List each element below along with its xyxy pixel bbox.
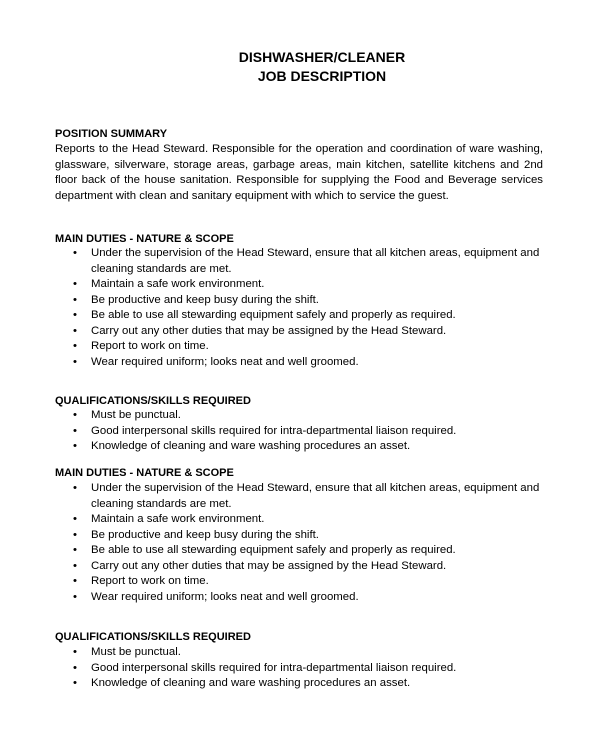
list-item: • Be productive and keep busy during the shift. [55, 528, 545, 544]
qualifications-list [55, 645, 545, 692]
qualifications-list [55, 408, 545, 455]
qualifications-heading: QUALIFICATIONS/SKILLS REQUIRED [55, 631, 251, 643]
list-item: • Good interpersonal skills required for intra-departmental liaison required. [55, 661, 545, 677]
list-item: • Be able to use all stewarding equipment safely and properly as required. [55, 308, 545, 324]
main-duties-heading: MAIN DUTIES - NATURE & SCOPE [55, 233, 234, 245]
main-duties-heading: MAIN DUTIES - NATURE & SCOPE [55, 467, 234, 479]
position-summary-heading: POSITION SUMMARY [55, 128, 168, 140]
list-item: • Wear required uniform; looks neat and well groomed. [55, 590, 545, 606]
list-item: • Under the supervision of the Head Steward, ensure that all kitchen areas, equipment and cleaning standards are met. [55, 481, 545, 512]
document-subtitle: JOB DESCRIPTION [257, 68, 387, 84]
list-item: • Knowledge of cleaning and ware washing procedures an asset. [55, 439, 545, 455]
list-item: • Maintain a safe work environment. [55, 277, 545, 293]
list-item: • Must be punctual. [55, 645, 545, 661]
list-item: • Carry out any other duties that may be assigned by the Head Steward. [55, 324, 545, 340]
list-item: • Report to work on time. [55, 339, 545, 355]
list-item: • Maintain a safe work environment. [55, 512, 545, 528]
list-item: • Good interpersonal skills required for intra-departmental liaison required. [55, 424, 545, 440]
list-item: • Report to work on time. [55, 574, 545, 590]
list-item: • Wear required uniform; looks neat and well groomed. [55, 355, 545, 371]
main-duties-list [55, 481, 545, 605]
qualifications-heading: QUALIFICATIONS/SKILLS REQUIRED [55, 395, 251, 407]
list-item: • Carry out any other duties that may be assigned by the Head Steward. [55, 559, 545, 575]
list-item: • Must be punctual. [55, 408, 545, 424]
list-item: • Knowledge of cleaning and ware washing procedures an asset. [55, 676, 545, 692]
list-item: • Under the supervision of the Head Steward, ensure that all kitchen areas, equipment and cleaning standards are met. [55, 246, 545, 277]
main-duties-list [55, 246, 545, 370]
list-item: • Be productive and keep busy during the shift. [55, 293, 545, 309]
list-item: • Be able to use all stewarding equipment safely and properly as required. [55, 543, 545, 559]
position-summary-text: Reports to the Head Steward. Responsible for the operation and coordination of ware washing, glassware, silverware, storage areas, garbage areas, main kitchen, satellite kitchens and 2nd floor back of the house sanitation. Responsible for supplying the Food and Beverage services department with clean and sanitary equipment with which to service the guest. [55, 143, 543, 202]
document-title: DISHWASHER/CLEANER [238, 49, 406, 65]
